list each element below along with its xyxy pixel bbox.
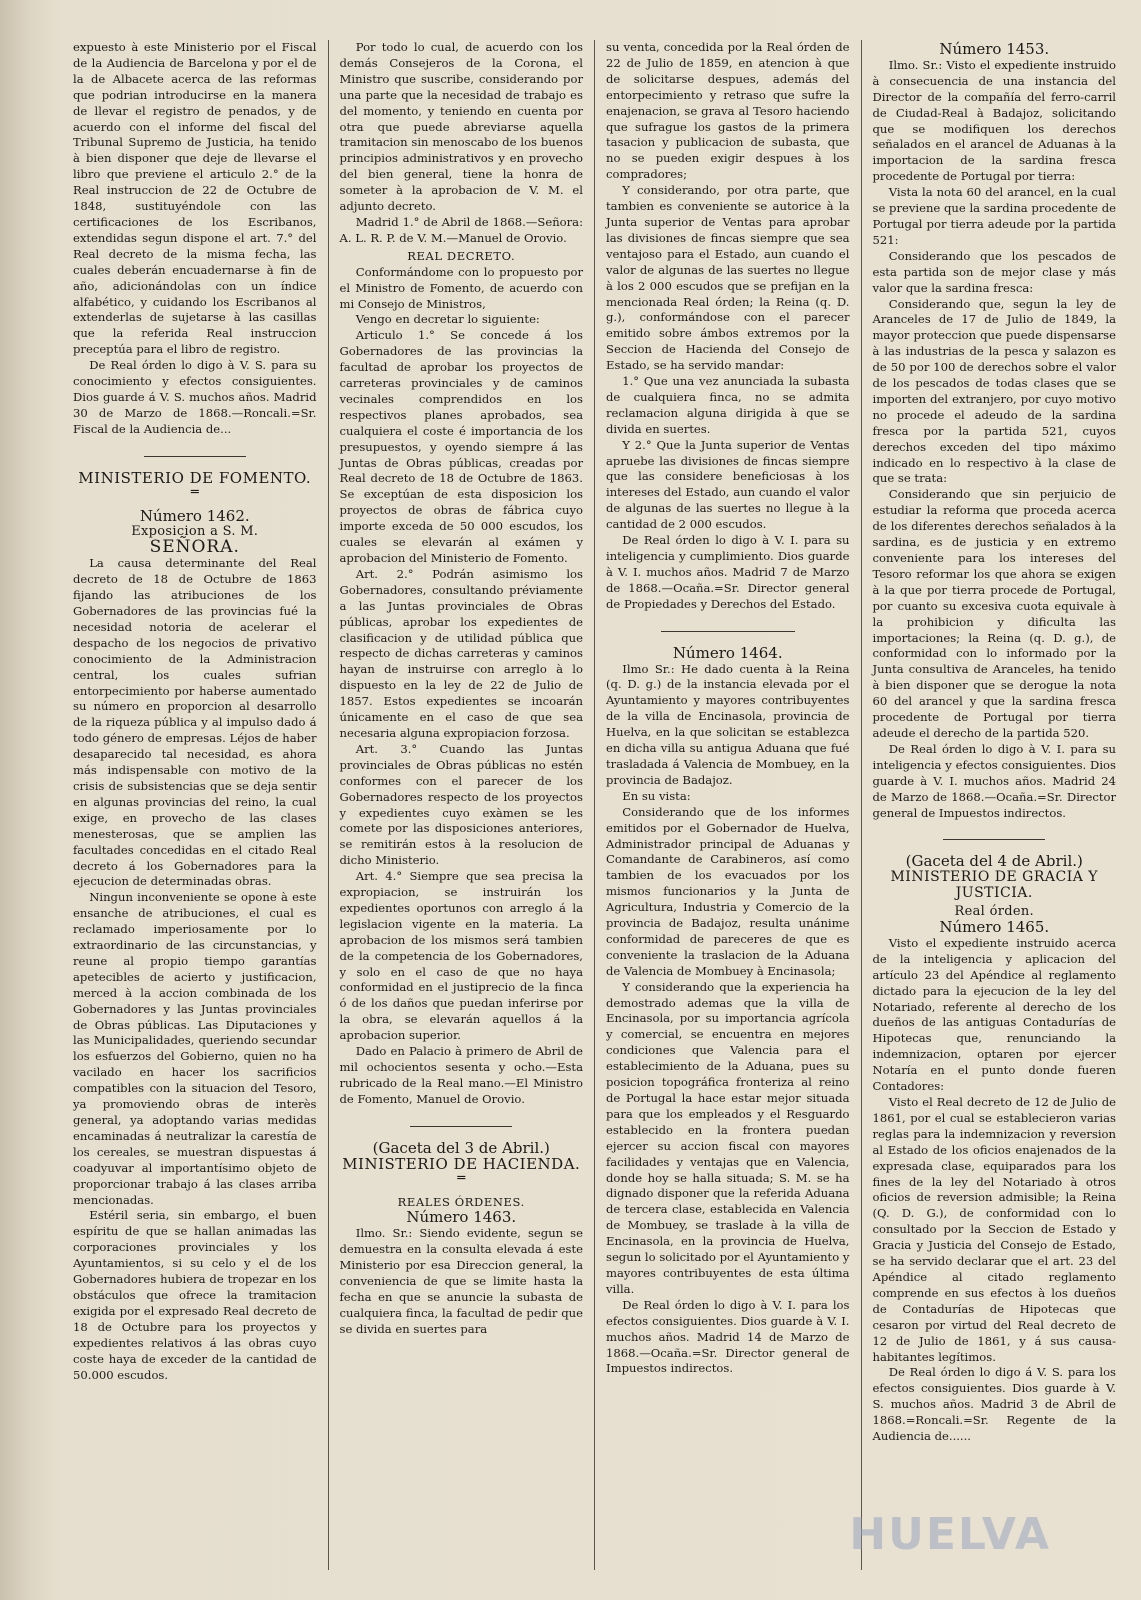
paragraph: Art. 2.° Podrán asimismo los Gobernadores, consultando préviamente a las Juntas provinciales de Obras públicas, aprobar los expedientes de clasificacion y de utilidad pública que respecto de dichas carreteras y caminos hayan de instruirse con arreglo à lo dispuesto en la ley de 22 de Julio de 1857. Estos expedientes se incoarán únicamente en el caso de que sea necesaria alguna expropiacion forzosa. [339, 566, 583, 740]
ministry-heading: MINISTERIO DE FOMENTO. [78, 468, 312, 487]
paragraph: Vengo en decretar lo siguiente: [355, 312, 540, 327]
paragraph: Considerando que sin perjuicio de estudiar la reforma que proceda acerca de los diferentes derechos señalados à la sardina, es de justicia y en extremo conveniente para los intereses del Tesoro reformar los que ahora se exigen à la que por tierra procede de Portugal, por cuanto su excesiva cuota equivale à la prohibicion y dificulta las importaciones; la Reina (q. D. g.), de conformidad con lo informado por la Junta consultiva de Aranceles, ha tenido à bien disponer que se derogue la nota 60 del arancel y que la sardina fresca procedente de Portugal por tierra adeude el derecho de la partida 520. [872, 487, 1116, 740]
ministry-heading: MINISTERIO DE GRACIA Y JUSTICIA. [890, 869, 1099, 902]
paragraph: De Real órden lo digo à V. I. para su inteligencia y efectos consiguientes. Dios guarde à V. I. muchos años. Madrid 24 de Marzo de 1868.—Ocaña.=Sr. Director general de Impuestos indirectos. [872, 741, 1116, 820]
gazette-date-heading: (Gaceta del 4 de Abril.) [905, 852, 1083, 871]
divider [661, 631, 795, 632]
divider [943, 839, 1045, 840]
paragraph: Y considerando que la experiencia ha demostrado ademas que la villa de Encinasola, por su importancia agrícola y comercial, se encuentra en mejores condiciones que Valencia para el establecimiento de la Aduana, pues su posicion topográfica fronteriza al reino de Portugal la hace estar mejor situada para que los empleados y el Resguardo establecido en la frontera puedan ejercer su accion fiscal con mayores facilidades y ventajas que en Valencia, donde hoy se halla situada; S. M. se ha dignado disponer que la referida Aduana de tercera clase, establecida en Valencia de Mombuey, se traslade à la villa de Encinasola, en la provincia de Huelva, segun lo solicitado por el Ayuntamiento y mayores contribuyentes de esta última villa. [606, 979, 850, 1296]
paragraph: Articulo 1.° Se concede á los Gobernadores de las provincias la facultad de aprobar los proyectos de carreteras provinciales y de caminos vecinales comprendidos en los respectivos planes aprobados, sea cualquiera el coste é importancia de los presupuestos, y oyendo siempre á las Juntas de Obras públicas, creadas por Real decreto de 18 de Octubre de 1863. Se exceptúan de esta disposicion los proyectos de obras de fábrica cuyo importe exceda de 50 000 escudos, los cuales se elevarán al exámen y aprobacion del Ministerio de Fomento. [339, 328, 583, 565]
column-3 [594, 40, 861, 1570]
paragraph: De Real órden lo digo à V. I. para su inteligencia y cumplimiento. Dios guarde à V. I. muchos años. Madrid 7 de Marzo de 1868.—Ocaña.=Sr. Director general de Propiedades y Derechos del Estado. [606, 533, 850, 611]
ministry-heading: MINISTERIO DE HACIENDA. [342, 1154, 581, 1173]
paragraph: Madrid 1.° de Abril de 1868.—Señora: A. L. R. P. de V. M.—Manuel de Orovio. [339, 214, 583, 245]
paragraph: 1.° Que una vez anunciada la subasta de cualquiera finca, no se admita reclamacion alguna dirigida à que se divida en suertes. [606, 374, 850, 436]
column-2 [328, 40, 595, 1570]
document-number: Número 1453. [939, 40, 1050, 58]
paragraph: Ilmo. Sr.: Visto el expediente instruido à consecuencia de una instancia del Director de la compañía del ferro-carril de Ciudad-Real à Badajoz, solicitando que se modifiquen los derechos señalados en el arancel de Aduanas à la importacion de la sardina fresca procedente de Portugal por tierra: [872, 57, 1116, 184]
paragraph: Y 2.° Que la Junta superior de Ventas apruebe las divisiones de fincas siempre que las considere beneficiosas à los intereses del Estado, aun cuando el valor de algunas de las suertes no llegue à la cantidad de 2 000 escudos. [606, 437, 850, 532]
paragraph: Art. 3.° Cuando las Juntas provinciales de Obras públicas no estén conformes con el parecer de los Gobernadores respecto de los proyectos y expedientes cuyo exàmen se les comete por las disposiciones anteriores, se remitirán estos à la resolucion de dicho Ministerio. [339, 741, 583, 868]
gazette-date-heading: (Gaceta del 3 de Abril.) [372, 1138, 550, 1157]
double-rule-mark: ═ [457, 1170, 466, 1186]
salutation-heading: SEÑORA. [149, 537, 240, 558]
paragraph: En su vista: [622, 788, 691, 803]
paragraph: De Real órden lo digo à V. S. para su conocimiento y efectos consiguientes. Dios guarde á V. S. muchos años. Madrid 30 de Marzo de 1868.—Roncali.=Sr. Fiscal de la Audiencia de... [73, 358, 317, 436]
paragraph: Ningun inconveniente se opone à este ensanche de atribuciones, el cual es reclamado imperiosamente por lo extraordinario de las circunstancias, y reune al propio tiempo garantías apetecibles de acierto y justificacion, merced à la accion combinada de los Gobernadores y las Juntas provinciales de Obras públicas. Las Diputaciones y las Municipalidades, queriendo secundar los esfuerzos del Gobierno, quien no ha vacilado en hacer los sacrificios compatibles con la situacion del Tesoro, ya promoviendo obras de interès general, ya adoptando varias medidas encaminadas á neutralizar la carestía de los cereales, se muestran dispuestas á coadyuvar al importantísimo objeto de proporcionar trabajo á las clases arriba mencionadas. [73, 890, 317, 1207]
paragraph: Art. 4.° Siempre que sea precisa la expropiacion, se instruirán los expedientes oportunos con arreglo á la legislacion vigente en la materia. La aprobacion de los mismos será tambien de la competencia de los Gobernadores, y solo en el caso de que no haya conformidad en el justiprecio de la finca ó de los daños que puedan inferirse por la obra, se elevarán aquellos á la aprobacion superior. [339, 869, 583, 1043]
paragraph: Estéril seria, sin embargo, el buen espíritu de que se hallan animadas las corporaciones provinciales y los Ayuntamientos, si su celo y el de los Gobernadores hubiera de tropezar en los obstáculos que ofrece la tramitacion exigida por el expresado Real decreto de 18 de Octubre para los proyectos y expedientes relativos á las obras cuyo coste haya de exceder de la cantidad de 50.000 escudos. [73, 1208, 317, 1382]
paragraph: expuesto à este Ministerio por el Fiscal de la Audiencia de Barcelona y por el de la de Albacete acerca de las reformas que podrian introducirse en la manera de llevar el registro de penados, y de acuerdo con el informe del fiscal del Tribunal Supremo de Justicia, ha tenido à bien disponer que deje de llevarse el libro que previene el articulo 2.° de la Real instruccion de 22 de Octubre de 1848, sustituyéndole con las certificaciones de los Escribanos, extendidas segun dispone el art. 7.° del Real decreto de la misma fecha, las cuales deberán encuadernarse à fin de año, adicionándolas con un índice alfabético, y cuidando los Escribanos al extenderlas de sujetarse à las casillas que la referida Real instruccion preceptúa para el libro de registro. [73, 40, 317, 357]
archive-watermark-logo: HUELVA [849, 1509, 1051, 1560]
paragraph: Ilmo. Sr.: Siendo evidente, segun se demuestra en la consulta elevada á este Ministerio por esa Direccion general, la conveniencia de que se limite hasta la fecha en que se anuncie la subasta de cualquiera finca, la facultad de pedir que se divida en suertes para [339, 1226, 583, 1336]
paragraph: Considerando que, segun la ley de Aranceles de 17 de Julio de 1849, la mayor proteccion que puede dispensarse à las industrias de la pesca y salazon es de 50 por 100 de derechos sobre el valor de los pescados de todas clases que se importen del extranjero, por cuyo motivo no procede el adeudo de la sardina fresca por la partida 521, cuyos derechos exceden del tipo máximo indicado en lo respectivo à la clase de que se trata: [872, 296, 1116, 486]
paragraph: su venta, concedida por la Real órden de 22 de Julio de 1859, en atencion à que de solicitarse despues, además del entorpecimiento y retraso que sufre la enajenacion, se grava al Tesoro haciendo que sufrague los gastos de la primera tasacion y publicacion de subasta, que no se pueden exigir despues à los compradores; [606, 40, 850, 182]
paragraph: Dado en Palacio à primero de Abril de mil ochocientos sesenta y ocho.—Esta rubricado de la Real mano.—El Ministro de Fomento, Manuel de Orovio. [339, 1044, 583, 1106]
paragraph: Considerando que los pescados de esta partida son de mejor clase y más valor que la sardina fresca: [872, 248, 1116, 295]
section-heading: Exposicion a S. M. [131, 524, 259, 540]
section-heading: REAL DECRETO. [407, 248, 516, 263]
paragraph: La causa determinante del Real decreto de 18 de Octubre de 1863 fijando las atribuciones de los Gobernadores de las provincias fué la necesidad notoria de acelerar el despacho de los negocios de privativo conocimiento de la Administracion central, los cuales sufrian entorpecimiento por haberse aumentado su número en proporcion al desarrollo de la riqueza pública y al impulso dado á todo género de empresas. Léjos de haber desaparecido tal necesidad, es ahora más indispensable con motivo de la crisis de subsistencias que se deja sentir en algunas provincias del reino, la cual exige, en provecho de las clases menesterosas, que se amplien las facultades concedidas en el citado Real decreto á los Gobernadores para la ejecucion de determinadas obras. [73, 556, 317, 889]
paragraph: Considerando que de los informes emitidos por el Gobernador de Huelva, Administrador principal de Aduanas y Comandante de Carabineros, así como tambien de los evacuados por los mismos funcionarios y la Junta de Agricultura, Industria y Comercio de la provincia de Badajoz, resulta unánime conformidad de pareceres de que es conveniente la traslacion de la Aduana de Valencia de Mombuey à Encinasola; [606, 804, 850, 978]
paragraph: Visto el Real decreto de 12 de Julio de 1861, por el cual se establecieron varias reglas para la indemnizacion y reversion al Estado de los oficios enajenados de la expresada clase, equiparados para los fines de la ley del Notariado à otros oficios de reversion admisible; la Reina (Q. D. G.), de conformidad con lo consultado por la Seccion de Estado y Gracia y Justicia del Consejo de Estado, se ha servido declarar que el art. 23 del Apéndice al citado reglamento comprende en sus efectos à los dueños de Contadurías de Hipotecas que cesaron por virtud del Real decreto de 12 de Julio de 1861, y á sus causa-habitantes legítimos. [872, 1095, 1116, 1364]
paragraph: Conformándome con lo propuesto por el Ministro de Fomento, de acuerdo con mi Consejo de Ministros, [339, 264, 583, 311]
paragraph: Por todo lo cual, de acuerdo con los demás Consejeros de la Corona, el Ministro que suscribe, considerando por una parte que la necesidad de trabajo es del momento, y teniendo en cuenta por otra que puede abreviarse aquella tramitacion sin menoscabo de los buenos principios administrativos y en provecho del bien general, tiene la honra de someter à la aprobacion de V. M. el adjunto decreto. [339, 40, 583, 214]
paragraph: De Real órden lo digo á V. S. para los efectos consiguientes. Dios guarde à V. S. muchos años. Madrid 3 de Abril de 1868.=Roncali.=Sr. Regente de la Audiencia de...... [872, 1365, 1116, 1444]
double-rule-mark: ═ [190, 484, 199, 500]
column-4 [861, 40, 1128, 1570]
paragraph: Vista la nota 60 del arancel, en la cual se previene que la sardina procedente de Portugal por tierra adeude por la partida 521: [872, 185, 1116, 247]
document-number: Número 1462. [139, 506, 250, 525]
section-heading: REALES ÓRDENES. [397, 1194, 525, 1209]
document-number: Número 1464. [672, 643, 783, 662]
paragraph: Y considerando, por otra parte, que tambien es conveniente se autorice à la Junta superior de Ventas para aprobar las divisiones de fincas siempre que sea ventajoso para el Estado, aun cuando el valor de algunas de las suertes no llegue à los 2 000 escudos que se prefijan en la mencionada Real órden; la Reina (q. D. g.), conformándose con el parecer emitido sobre ámbos extremos por la Seccion de Hacienda del Consejo de Estado, se ha servido mandar: [606, 183, 850, 373]
document-number: Número 1463. [406, 1208, 517, 1227]
document-number: Número 1465. [939, 918, 1050, 937]
column-1 [62, 40, 328, 1570]
paragraph: Visto el expediente instruido acerca de la inteligencia y aplicacion del artículo 23 del Apéndice al reglamento dictado para la ejecucion de la ley del Notariado, referente al derecho de los dueños de las antiguas Contadurías de Hipotecas que, renunciando la indemnizacion, optaren por ejercer Notaría en el punto donde fueren Contadores: [872, 935, 1116, 1094]
divider [410, 1126, 512, 1127]
section-heading: Real órden. [954, 904, 1034, 920]
divider [144, 456, 246, 457]
paragraph: Ilmo Sr.: He dado cuenta à la Reina (q. D. g.) de la instancia elevada por el Ayuntamiento y mayores contribuyentes de la villa de Encinasola, provincia de Huelva, en la que solicitan se establezca en dicha villa su antigua Aduana que fué trasladada á Valencia de Mombuey, en la provincia de Badajoz. [606, 661, 850, 787]
paragraph: De Real órden lo digo à V. I. para los efectos consiguientes. Dios guarde à V. I. muchos años. Madrid 14 de Marzo de 1868.—Ocaña.=Sr. Director general de Impuestos indirectos. [606, 1297, 850, 1376]
